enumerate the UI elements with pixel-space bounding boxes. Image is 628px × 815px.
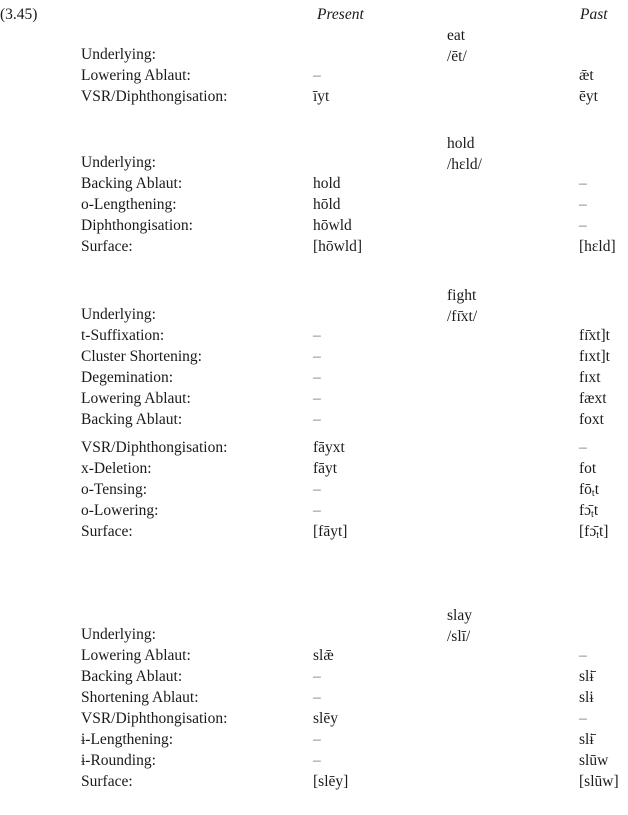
- past-form: slūw: [579, 752, 609, 769]
- past-form: slɨ̄: [579, 668, 594, 685]
- present-form: īyt: [313, 88, 330, 105]
- rule-label: Shortening Ablaut:: [81, 689, 199, 706]
- derivation-row: [0, 217, 628, 238]
- rule-label: Underlying:: [81, 46, 156, 63]
- rule-label: Underlying:: [81, 154, 156, 171]
- block-word: slay: [447, 607, 472, 624]
- header-past: Past: [580, 6, 608, 23]
- derivation-row: [0, 46, 628, 67]
- derivation-row: [0, 773, 628, 794]
- block-word: eat: [447, 27, 466, 44]
- present-form: [fāyt]: [313, 523, 348, 540]
- present-form: –: [313, 348, 321, 365]
- rule-label: ɨ-Rounding:: [81, 752, 156, 769]
- past-form: ǣt: [579, 67, 594, 84]
- derivation-row: [0, 327, 628, 348]
- present-form: –: [313, 481, 321, 498]
- past-form: slɨ: [579, 689, 594, 706]
- past-form: [hɛld]: [579, 238, 616, 255]
- rule-label: VSR/Diphthongisation:: [81, 710, 228, 727]
- past-form: $fɔ̄_tt$: [579, 502, 599, 520]
- past-form: –: [579, 439, 587, 456]
- present-form: –: [313, 752, 321, 769]
- rule-label: Diphthongisation:: [81, 217, 193, 234]
- present-form: –: [313, 502, 321, 519]
- past-form: slɨ̄: [579, 731, 594, 748]
- derivation-row: [0, 481, 628, 502]
- past-form: ēyt: [579, 88, 598, 105]
- rule-label: x-Deletion:: [81, 460, 152, 477]
- derivation-row: [0, 626, 628, 647]
- rule-label: Lowering Ablaut:: [81, 390, 191, 407]
- derivation-row: [0, 460, 628, 481]
- present-form: –: [313, 369, 321, 386]
- past-form: –: [579, 196, 587, 213]
- rule-label: Backing Ablaut:: [81, 411, 183, 428]
- derivation-row: [0, 668, 628, 689]
- derivation-row: [0, 348, 628, 369]
- past-form: –: [579, 175, 587, 192]
- present-form: hōwld: [313, 217, 352, 234]
- underlying-form: /slī/: [447, 628, 471, 645]
- rule-label: Surface:: [81, 523, 133, 540]
- derivation-row: [0, 523, 628, 544]
- past-form: fot: [579, 460, 597, 477]
- present-form: fāyxt: [313, 439, 345, 456]
- header-present: Present: [317, 6, 364, 23]
- present-form: slēy: [313, 710, 338, 727]
- present-form: [slēy]: [313, 773, 349, 790]
- derivation-row: [0, 689, 628, 710]
- present-form: –: [313, 327, 321, 344]
- derivation-row: [0, 238, 628, 259]
- present-form: –: [313, 411, 321, 428]
- present-form: –: [313, 67, 321, 84]
- past-form: fɪ̄xt]t: [579, 327, 610, 344]
- past-form: $[fɔ̄_tt]$: [579, 523, 609, 541]
- past-form: –: [579, 647, 587, 664]
- past-form: –: [579, 710, 587, 727]
- derivation-row: [0, 306, 628, 327]
- present-form: –: [313, 689, 321, 706]
- past-form: fɪxt: [579, 369, 601, 386]
- derivation-row: [0, 647, 628, 668]
- derivation-row: [0, 731, 628, 752]
- rule-label: Backing Ablaut:: [81, 175, 183, 192]
- derivation-row: [0, 411, 628, 432]
- rule-label: o-Tensing:: [81, 481, 148, 498]
- rule-label: o-Lengthening:: [81, 196, 177, 213]
- derivation-row: [0, 502, 628, 523]
- present-form: –: [313, 731, 321, 748]
- present-form: fāyt: [313, 460, 338, 477]
- past-form: $fō_tt$: [579, 481, 600, 499]
- derivation-row: [0, 67, 628, 88]
- rule-label: VSR/Diphthongisation:: [81, 88, 228, 105]
- derivation-row: [0, 710, 628, 731]
- present-form: –: [313, 390, 321, 407]
- derivation-row: [0, 369, 628, 390]
- present-form: slǣ: [313, 647, 334, 664]
- rule-label: ɨ-Lengthening:: [81, 731, 174, 748]
- rule-label: Underlying:: [81, 626, 156, 643]
- rule-label: Cluster Shortening:: [81, 348, 202, 365]
- derivation-row: [0, 154, 628, 175]
- rule-label: Surface:: [81, 773, 133, 790]
- past-form: fɪxt]t: [579, 348, 610, 365]
- rule-label: Degemination:: [81, 369, 174, 386]
- derivation-row: [0, 439, 628, 460]
- derivation-row: [0, 175, 628, 196]
- derivation-row: [0, 390, 628, 411]
- past-form: –: [579, 217, 587, 234]
- past-form: foxt: [579, 411, 604, 428]
- rule-label: Lowering Ablaut:: [81, 67, 191, 84]
- present-form: –: [313, 668, 321, 685]
- derivation-row: [0, 196, 628, 217]
- rule-label: Backing Ablaut:: [81, 668, 183, 685]
- example-number: (3.45): [0, 6, 38, 23]
- rule-label: t-Suffixation:: [81, 327, 165, 344]
- underlying-form: /fɪ̄xt/: [447, 308, 478, 325]
- rule-label: Lowering Ablaut:: [81, 647, 191, 664]
- past-form: [slūw]: [579, 773, 619, 790]
- derivation-row: [0, 752, 628, 773]
- past-form: fæxt: [579, 390, 607, 407]
- present-form: hōld: [313, 196, 341, 213]
- rule-label: o-Lowering:: [81, 502, 159, 519]
- block-word: hold: [447, 135, 475, 152]
- rule-label: Underlying:: [81, 306, 156, 323]
- underlying-form: /ēt/: [447, 48, 467, 65]
- present-form: [hōwld]: [313, 238, 363, 255]
- present-form: hold: [313, 175, 341, 192]
- block-word: fight: [447, 287, 477, 304]
- derivation-row: [0, 88, 628, 109]
- rule-label: VSR/Diphthongisation:: [81, 439, 228, 456]
- rule-label: Surface:: [81, 238, 133, 255]
- underlying-form: /hɛld/: [447, 156, 482, 173]
